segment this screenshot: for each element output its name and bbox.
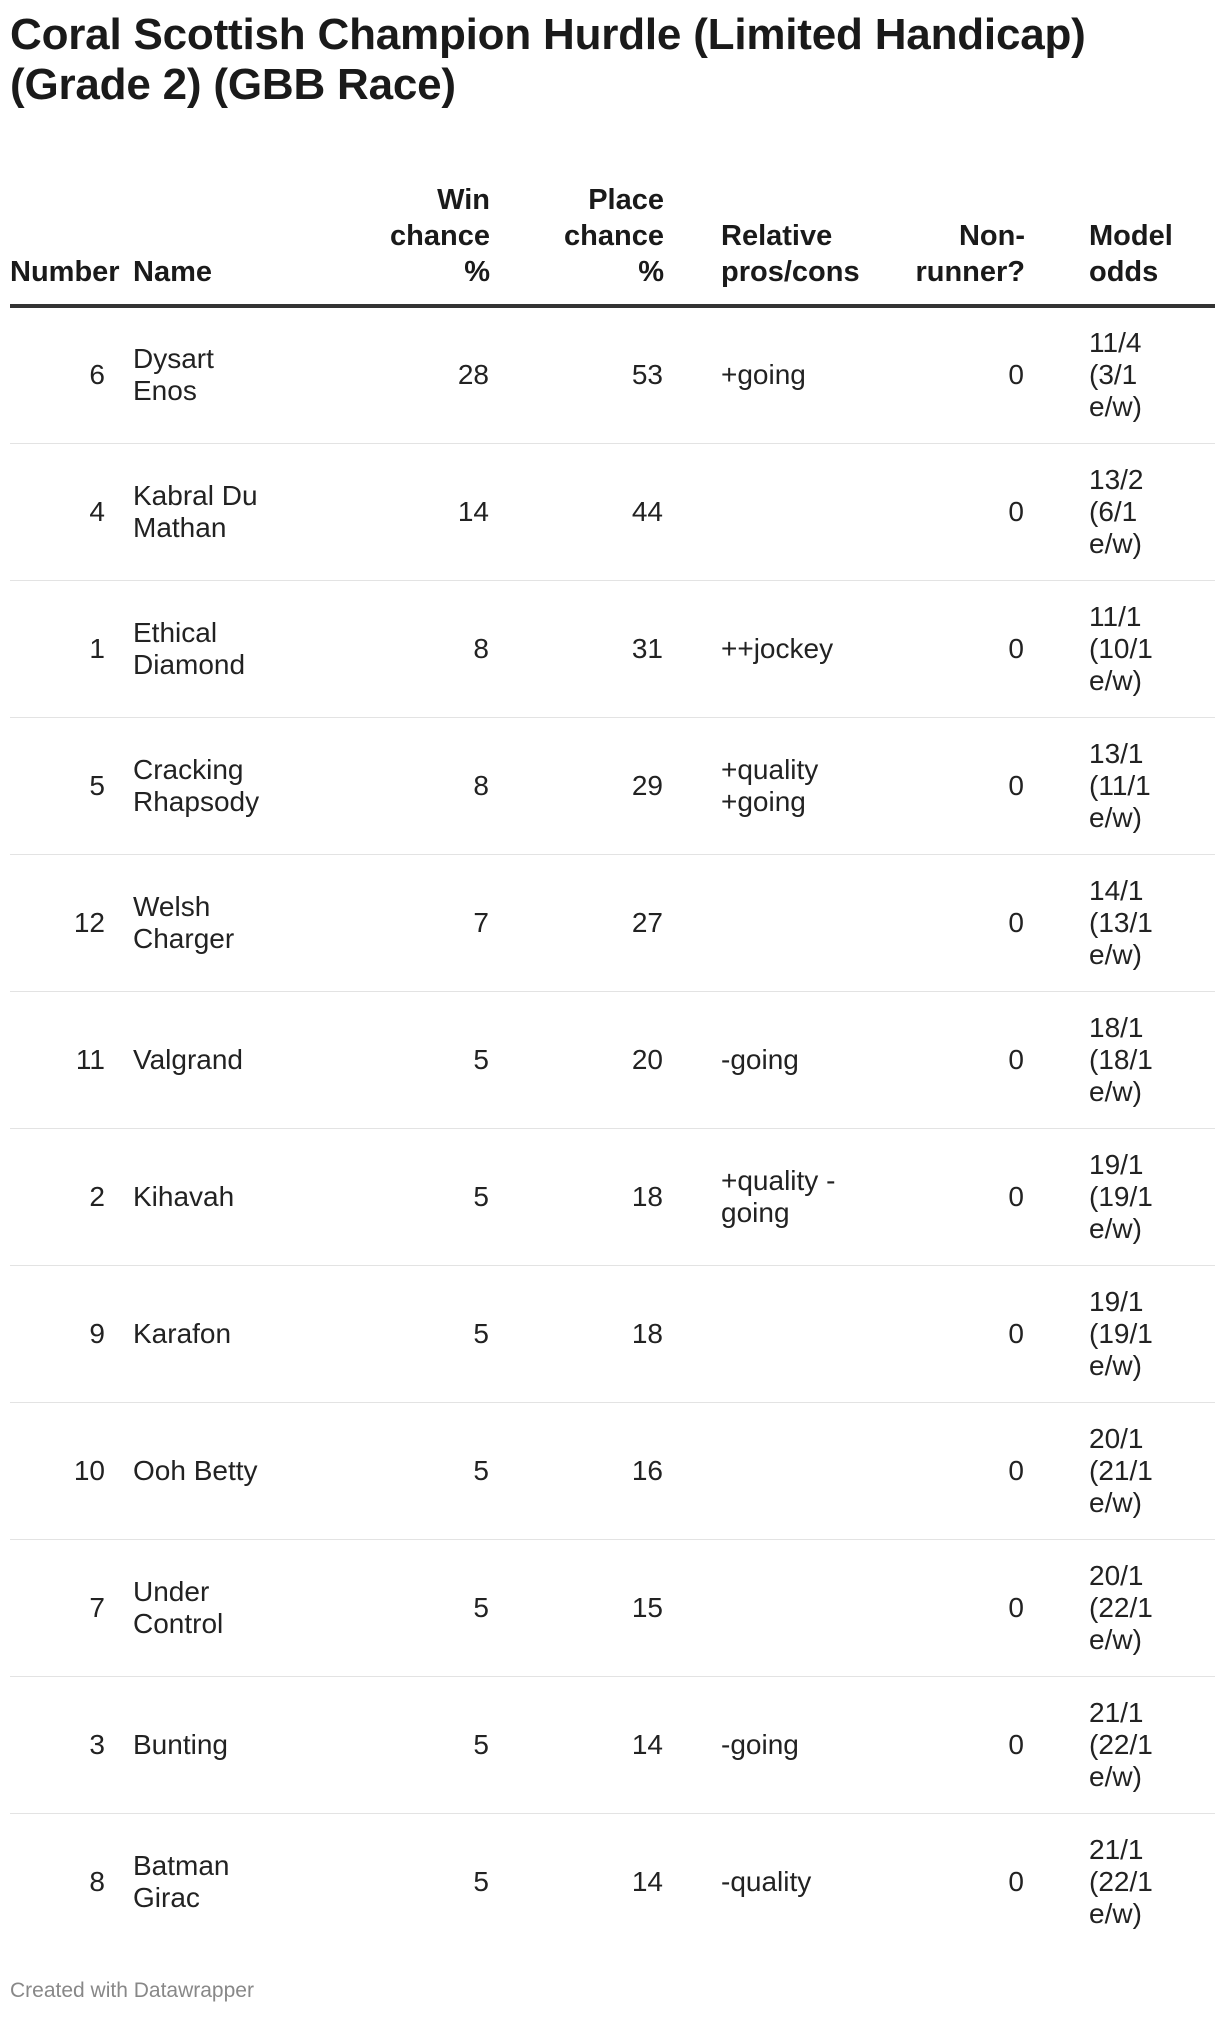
cell-number bbox=[10, 1813, 133, 1950]
cell-name bbox=[133, 580, 316, 717]
cell-model-odds-text: 14/1 (13/1 e/w) bbox=[1089, 874, 1153, 970]
column-header-place-chance[interactable] bbox=[490, 158, 664, 306]
cell-relative-pros-cons-text: -going bbox=[721, 1043, 799, 1075]
cell-win-chance bbox=[316, 717, 490, 854]
cell-place-chance bbox=[490, 1402, 664, 1539]
cell-name-text: Under Control bbox=[133, 1575, 224, 1639]
table-row bbox=[10, 1676, 1215, 1813]
footer-credit: Created with Datawrapper bbox=[10, 1979, 254, 2002]
cell-relative-pros-cons-text: -quality bbox=[721, 1865, 812, 1897]
cell-non-runner bbox=[860, 1128, 1025, 1265]
cell-win-chance-text: 14 bbox=[457, 495, 489, 527]
cell-place-chance bbox=[490, 580, 664, 717]
cell-name bbox=[133, 1402, 316, 1539]
cell-number-text: 7 bbox=[89, 1591, 105, 1623]
cell-non-runner-text: 0 bbox=[1008, 359, 1024, 391]
cell-win-chance bbox=[316, 1676, 490, 1813]
table-row bbox=[10, 854, 1215, 991]
cell-win-chance bbox=[316, 580, 490, 717]
table-row bbox=[10, 1813, 1215, 1950]
cell-non-runner bbox=[860, 1265, 1025, 1402]
cell-win-chance-text: 28 bbox=[457, 359, 489, 391]
column-header-name[interactable]: Name bbox=[133, 158, 316, 306]
cell-name-text: Cracking Rhapsody bbox=[133, 753, 260, 817]
cell-number-text: 1 bbox=[89, 632, 105, 664]
cell-relative-pros-cons bbox=[664, 306, 860, 443]
cell-relative-pros-cons bbox=[664, 1265, 860, 1402]
cell-non-runner-text: 0 bbox=[1008, 769, 1024, 801]
cell-model-odds bbox=[1025, 443, 1215, 580]
cell-relative-pros-cons-text: +quality +going bbox=[721, 753, 819, 817]
cell-non-runner-text: 0 bbox=[1008, 1043, 1024, 1075]
header-row bbox=[10, 158, 1215, 306]
column-header-relative-label: Relative pros/cons bbox=[721, 220, 860, 288]
cell-relative-pros-cons-text: -going bbox=[721, 1728, 799, 1760]
column-header-non-runner[interactable] bbox=[860, 158, 1025, 306]
cell-win-chance-text: 8 bbox=[473, 632, 489, 664]
cell-number bbox=[10, 1676, 133, 1813]
cell-place-chance-text: 18 bbox=[631, 1317, 663, 1349]
cell-model-odds bbox=[1025, 991, 1215, 1128]
cell-non-runner bbox=[860, 443, 1025, 580]
cell-non-runner bbox=[860, 1813, 1025, 1950]
cell-number bbox=[10, 991, 133, 1128]
cell-number bbox=[10, 717, 133, 854]
cell-win-chance bbox=[316, 1265, 490, 1402]
cell-win-chance-text: 7 bbox=[473, 906, 489, 938]
cell-model-odds bbox=[1025, 580, 1215, 717]
cell-number bbox=[10, 854, 133, 991]
cell-model-odds-text: 13/2 (6/1 e/w) bbox=[1089, 463, 1144, 559]
column-header-model-odds-label: Model odds bbox=[1089, 220, 1173, 288]
cell-place-chance-text: 20 bbox=[631, 1043, 663, 1075]
cell-number-text: 10 bbox=[73, 1454, 105, 1486]
cell-number bbox=[10, 1265, 133, 1402]
cell-non-runner-text: 0 bbox=[1008, 1317, 1024, 1349]
data-table bbox=[10, 158, 1215, 1950]
cell-name bbox=[133, 717, 316, 854]
table-row bbox=[10, 1128, 1215, 1265]
cell-model-odds-text: 21/1 (22/1 e/w) bbox=[1089, 1833, 1153, 1929]
cell-non-runner-text: 0 bbox=[1008, 1454, 1024, 1486]
cell-win-chance-text: 5 bbox=[473, 1043, 489, 1075]
cell-win-chance-text: 5 bbox=[473, 1728, 489, 1760]
cell-win-chance-text: 5 bbox=[473, 1317, 489, 1349]
cell-win-chance-text: 5 bbox=[473, 1180, 489, 1212]
cell-win-chance bbox=[316, 854, 490, 991]
cell-win-chance bbox=[316, 1539, 490, 1676]
cell-win-chance bbox=[316, 443, 490, 580]
cell-number-text: 12 bbox=[73, 906, 105, 938]
cell-place-chance-text: 14 bbox=[631, 1865, 663, 1897]
cell-model-odds-text: 21/1 (22/1 e/w) bbox=[1089, 1696, 1153, 1792]
cell-relative-pros-cons bbox=[664, 991, 860, 1128]
cell-non-runner bbox=[860, 306, 1025, 443]
cell-name-text: Bunting bbox=[133, 1728, 228, 1760]
cell-non-runner-text: 0 bbox=[1008, 1591, 1024, 1623]
cell-number-text: 11 bbox=[75, 1043, 105, 1075]
cell-relative-pros-cons bbox=[664, 1128, 860, 1265]
cell-win-chance-text: 5 bbox=[473, 1454, 489, 1486]
cell-model-odds bbox=[1025, 717, 1215, 854]
cell-non-runner bbox=[860, 717, 1025, 854]
cell-model-odds-text: 19/1 (19/1 e/w) bbox=[1089, 1148, 1153, 1244]
cell-relative-pros-cons bbox=[664, 580, 860, 717]
cell-model-odds-text: 19/1 (19/1 e/w) bbox=[1089, 1285, 1153, 1381]
cell-relative-pros-cons bbox=[664, 717, 860, 854]
column-header-number[interactable]: Number bbox=[10, 158, 133, 306]
cell-non-runner-text: 0 bbox=[1008, 906, 1024, 938]
cell-name bbox=[133, 1813, 316, 1950]
column-header-relative-pros-cons[interactable] bbox=[664, 158, 860, 306]
chart-title: Coral Scottish Champion Hurdle (Limited Handicap) (Grade 2) (GBB Race) bbox=[10, 10, 1086, 109]
cell-non-runner-text: 0 bbox=[1008, 1180, 1024, 1212]
cell-relative-pros-cons bbox=[664, 1813, 860, 1950]
cell-relative-pros-cons bbox=[664, 1402, 860, 1539]
cell-model-odds-text: 20/1 (21/1 e/w) bbox=[1089, 1422, 1153, 1518]
cell-model-odds bbox=[1025, 1539, 1215, 1676]
cell-number-text: 8 bbox=[89, 1865, 105, 1897]
cell-name bbox=[133, 443, 316, 580]
cell-name-text: Ooh Betty bbox=[133, 1454, 258, 1486]
cell-win-chance-text: 5 bbox=[473, 1865, 489, 1897]
cell-win-chance-text: 8 bbox=[473, 769, 489, 801]
cell-number bbox=[10, 443, 133, 580]
cell-number bbox=[10, 306, 133, 443]
cell-place-chance-text: 15 bbox=[631, 1591, 663, 1623]
cell-name-text: Valgrand bbox=[133, 1043, 244, 1075]
cell-name-text: Kabral Du Mathan bbox=[133, 479, 258, 543]
cell-place-chance-text: 44 bbox=[631, 495, 663, 527]
cell-win-chance bbox=[316, 1128, 490, 1265]
cell-non-runner bbox=[860, 1539, 1025, 1676]
cell-place-chance bbox=[490, 717, 664, 854]
cell-relative-pros-cons-text: ++jockey bbox=[721, 632, 834, 664]
cell-place-chance bbox=[490, 1539, 664, 1676]
cell-win-chance bbox=[316, 306, 490, 443]
cell-model-odds bbox=[1025, 854, 1215, 991]
cell-place-chance bbox=[490, 1128, 664, 1265]
table-body bbox=[10, 306, 1215, 1950]
cell-name-text: Welsh Charger bbox=[133, 890, 235, 954]
cell-number bbox=[10, 580, 133, 717]
cell-number-text: 9 bbox=[89, 1317, 105, 1349]
table-row bbox=[10, 1402, 1215, 1539]
cell-number bbox=[10, 1402, 133, 1539]
table-header bbox=[10, 158, 1215, 306]
cell-model-odds bbox=[1025, 1128, 1215, 1265]
cell-model-odds-text: 11/4 (3/1 e/w) bbox=[1089, 327, 1142, 423]
cell-win-chance bbox=[316, 1402, 490, 1539]
cell-model-odds-text: 18/1 (18/1 e/w) bbox=[1089, 1011, 1153, 1107]
cell-non-runner bbox=[860, 580, 1025, 717]
cell-place-chance bbox=[490, 443, 664, 580]
cell-place-chance-text: 31 bbox=[631, 632, 663, 664]
cell-place-chance bbox=[490, 1813, 664, 1950]
cell-place-chance-text: 14 bbox=[631, 1728, 663, 1760]
cell-place-chance bbox=[490, 306, 664, 443]
cell-non-runner-text: 0 bbox=[1008, 495, 1024, 527]
cell-place-chance-text: 53 bbox=[631, 359, 663, 391]
cell-place-chance bbox=[490, 854, 664, 991]
cell-non-runner-text: 0 bbox=[1008, 1728, 1024, 1760]
table-row bbox=[10, 1539, 1215, 1676]
cell-place-chance-text: 27 bbox=[631, 906, 663, 938]
cell-model-odds bbox=[1025, 1265, 1215, 1402]
cell-number-text: 5 bbox=[89, 769, 105, 801]
table-row bbox=[10, 1265, 1215, 1402]
cell-model-odds bbox=[1025, 1402, 1215, 1539]
column-header-non-runner-label: Non-runner? bbox=[915, 220, 1025, 288]
cell-name bbox=[133, 1265, 316, 1402]
cell-relative-pros-cons bbox=[664, 1676, 860, 1813]
cell-number-text: 2 bbox=[89, 1180, 105, 1212]
cell-name bbox=[133, 306, 316, 443]
cell-win-chance-text: 5 bbox=[473, 1591, 489, 1623]
cell-relative-pros-cons bbox=[664, 854, 860, 991]
cell-model-odds-text: 20/1 (22/1 e/w) bbox=[1089, 1559, 1153, 1655]
cell-place-chance-text: 18 bbox=[631, 1180, 663, 1212]
table-row bbox=[10, 443, 1215, 580]
cell-non-runner bbox=[860, 1402, 1025, 1539]
cell-model-odds bbox=[1025, 1676, 1215, 1813]
cell-name-text: Batman Girac bbox=[133, 1849, 230, 1913]
cell-number bbox=[10, 1128, 133, 1265]
cell-name-text: Ethical Diamond bbox=[133, 616, 246, 680]
cell-place-chance bbox=[490, 991, 664, 1128]
cell-name bbox=[133, 1539, 316, 1676]
cell-model-odds-text: 13/1 (11/1 e/w) bbox=[1089, 737, 1151, 833]
cell-name-text: Karafon bbox=[133, 1317, 232, 1349]
cell-place-chance bbox=[490, 1676, 664, 1813]
cell-relative-pros-cons bbox=[664, 1539, 860, 1676]
cell-relative-pros-cons bbox=[664, 443, 860, 580]
cell-non-runner-text: 0 bbox=[1008, 632, 1024, 664]
table-row bbox=[10, 306, 1215, 443]
column-header-model-odds[interactable] bbox=[1025, 158, 1215, 306]
cell-model-odds bbox=[1025, 306, 1215, 443]
cell-relative-pros-cons-text: +quality -going bbox=[721, 1164, 836, 1228]
cell-name bbox=[133, 991, 316, 1128]
cell-number bbox=[10, 1539, 133, 1676]
cell-win-chance bbox=[316, 1813, 490, 1950]
cell-model-odds bbox=[1025, 1813, 1215, 1950]
table-row bbox=[10, 580, 1215, 717]
cell-win-chance bbox=[316, 991, 490, 1128]
table-row bbox=[10, 991, 1215, 1128]
cell-place-chance bbox=[490, 1265, 664, 1402]
table-row bbox=[10, 717, 1215, 854]
column-header-win-chance-label: Win chance % bbox=[390, 184, 490, 288]
cell-non-runner bbox=[860, 991, 1025, 1128]
cell-non-runner bbox=[860, 854, 1025, 991]
cell-name bbox=[133, 1676, 316, 1813]
cell-model-odds-text: 11/1 (10/1 e/w) bbox=[1089, 600, 1153, 696]
cell-name-text: Kihavah bbox=[133, 1180, 235, 1212]
cell-non-runner bbox=[860, 1676, 1025, 1813]
column-header-win-chance[interactable] bbox=[316, 158, 490, 306]
cell-number-text: 3 bbox=[89, 1728, 105, 1760]
cell-name bbox=[133, 1128, 316, 1265]
cell-name-text: Dysart Enos bbox=[133, 343, 214, 407]
cell-relative-pros-cons-text: +going bbox=[721, 359, 806, 391]
cell-place-chance-text: 29 bbox=[631, 769, 663, 801]
column-header-place-chance-label: Place chance % bbox=[564, 184, 664, 288]
cell-number-text: 6 bbox=[89, 359, 105, 391]
cell-non-runner-text: 0 bbox=[1008, 1865, 1024, 1897]
cell-name bbox=[133, 854, 316, 991]
cell-place-chance-text: 16 bbox=[631, 1454, 663, 1486]
cell-number-text: 4 bbox=[89, 495, 105, 527]
